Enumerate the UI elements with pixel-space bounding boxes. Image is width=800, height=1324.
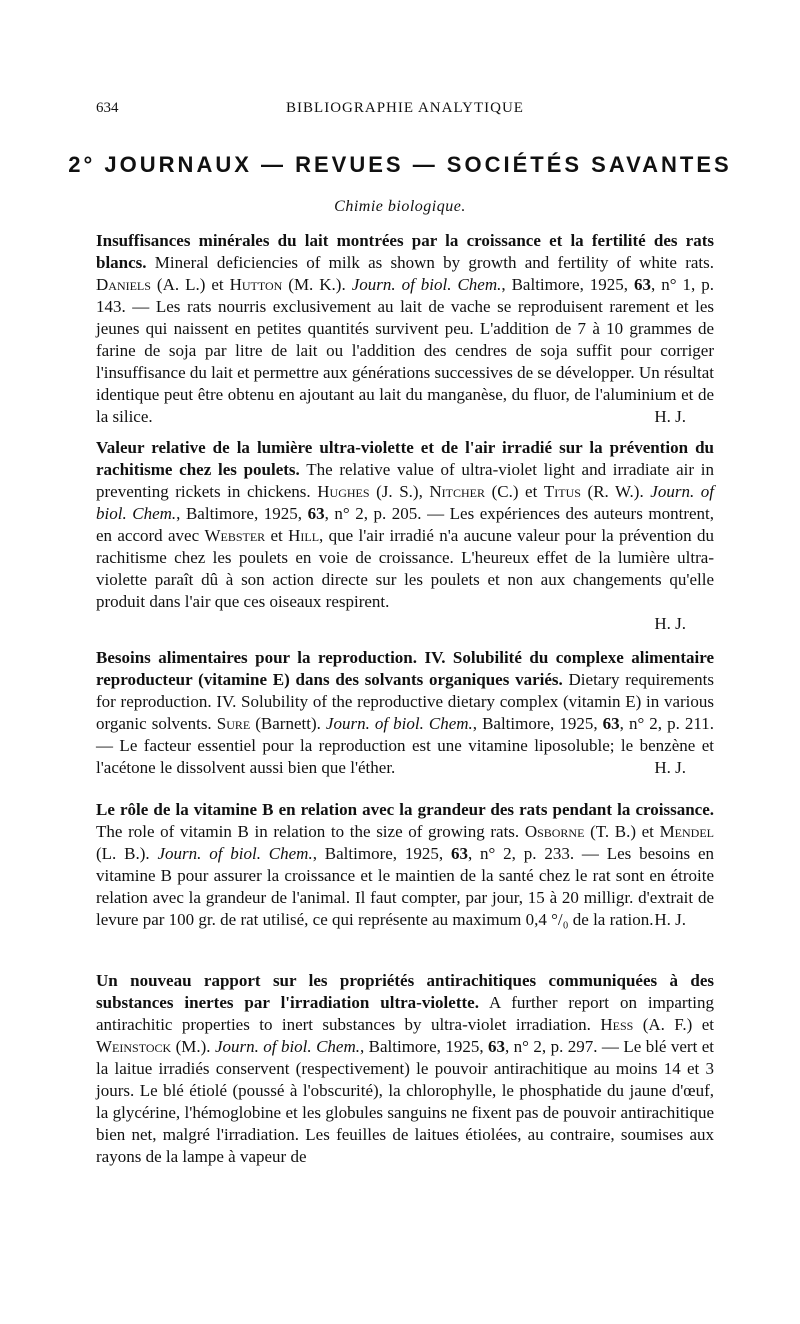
- entry-text: , n° 2, p. 211. — Le facteur essentiel pour la reproduction est une vitamine liposoluble; le benzène et l'acétone le dissolvent aussi bien que l'éther.: [96, 714, 714, 777]
- entry-text: (J. S.),: [369, 482, 430, 501]
- journal-name: Journ. of biol. Chem.: [96, 482, 714, 523]
- entry-text: A further report on imparting antirachitic properties to inert substances by ultra-violet irradiation.: [96, 993, 715, 1034]
- abstract-entry: [96, 437, 714, 635]
- page-number: 634: [96, 100, 119, 116]
- author-name: Titus: [543, 482, 581, 501]
- entry-title: Besoins alimentaires pour la reproduction. IV. Solubilité du complexe alimentaire reproducteur (vitamine E) dans des solvants organiques variés.: [96, 648, 714, 689]
- author-name: Weinstock: [96, 1037, 172, 1056]
- journal-name: Journ. of biol. Chem.: [325, 714, 473, 733]
- author-name: Hess: [600, 1015, 634, 1034]
- entry-text: , n° 2, p. 233. — Les besoins en vitamine B pour assurer la croissance et le maintien de la santé chez le rat sont en étroite relation avec la grandeur de l'animal. Il faut compter, par jour, 15 à 20 milligr. d'extrait de levure par 100 gr. de rat utilisé, ce qui représente au maximum 0,4 °/₀ de la ration.: [96, 844, 715, 929]
- entry-text: Mineral deficiencies of milk as shown by growth and fertility of white rats.: [146, 253, 714, 272]
- author-initials: H. J.: [654, 758, 686, 777]
- volume-number: 63: [488, 1037, 505, 1056]
- entry-text: (C.) et: [485, 482, 544, 501]
- author-name: Hutton: [229, 275, 283, 294]
- entry-text: , Baltimore, 1925,: [472, 714, 603, 733]
- entry-text: , Baltimore, 1925,: [312, 844, 451, 863]
- entry-text: (M. K.).: [282, 275, 352, 294]
- entry-text: , Baltimore, 1925,: [501, 275, 635, 294]
- volume-number: 63: [634, 275, 652, 294]
- author-name: Nitcher: [429, 482, 485, 501]
- author-initials: H. J.: [654, 910, 686, 929]
- entry-text: , que l'air irradié n'a aucune valeur pour la prévention du rachitisme chez les poulets en voie de croissance. L'heureux effet de la lumière ultra-violette paraît dû à son action directe sur les poulets et non aux changements qu'elle produit dans l'air que ces oiseaux respirent.: [96, 526, 714, 611]
- author-name: Hughes: [317, 482, 370, 501]
- journal-name: Journ. of biol. Chem.: [351, 275, 502, 294]
- volume-number: 63: [602, 714, 620, 733]
- entry-text: , Baltimore, 1925,: [176, 504, 308, 523]
- entry-text: (A. L.) et: [150, 275, 230, 294]
- entry-text: The role of vitamin B in relation to the size of growing rats.: [96, 822, 525, 841]
- section-subtitle: Chimie biologique.: [334, 198, 466, 215]
- entry-text: (L. B.).: [96, 844, 158, 863]
- entry-title: Le rôle de la vitamine B en relation avec la grandeur des rats pendant la croissance.: [96, 800, 714, 819]
- entry-text: , Baltimore, 1925,: [359, 1037, 488, 1056]
- author-name: Daniels: [96, 275, 151, 294]
- entry-text: Dietary requirements for reproduction. IV. Solubility of the reproductive dietary complex (vitamin E) in various organic solvents.: [96, 670, 715, 733]
- running-head: [96, 100, 714, 122]
- abstract-entry: [96, 647, 714, 779]
- entry-text: , n° 2, p. 205. — Les expériences des auteurs montrent, en accord avec: [96, 504, 715, 545]
- entry-text: , n° 2, p. 297. — Le blé vert et la laitue irradiés conservent (respectivement) le pouvoir antirachitique au moins 14 et 3 jours. Le blé étiolé (poussé à l'obscurité), la chlorophylle, le phosphatide du jaune d'œuf, la glycérine, l'hémoglobine et les globules sanguins ne fixent pas de pouvoir antirachitique bien net, malgré l'irradiation. Les feuilles de laitues étiolées, au contraire, soumises aux rayons de la lampe à vapeur de: [96, 1037, 714, 1166]
- journal-name: Journ. of biol. Chem.: [214, 1037, 360, 1056]
- entry-title: Insuffisances minérales du lait montrées par la croissance et la fertilité des rats blancs.: [96, 231, 714, 272]
- section-title: 2° JOURNAUX — REVUES — SOCIÉTÉS SAVANTES: [68, 152, 732, 177]
- author-name: Webster: [204, 526, 266, 545]
- author-name: Osborne: [524, 822, 585, 841]
- entry-title: Valeur relative de la lumière ultra-violette et de l'air irradié sur la prévention du rachitisme chez les poulets.: [96, 438, 714, 479]
- author-name: Sure: [216, 714, 251, 733]
- abstract-entry: [96, 970, 714, 1168]
- entry-text: , n° 1, p. 143. — Les rats nourris exclusivement au lait de vache se reproduisent rarement et les jeunes qui naissent en petites quantités survivent peu. L'addition de 7 à 10 grammes de farine de soja par litre de lait ou l'addition des cendres de soja suffit pour corriger l'insuffisance du lait et permettre aux générations successives de se développer. Un résultat identique peut être obtenu en ajoutant au lait du manganèse, du fluor, de l'aluminium et de la silice.: [96, 275, 714, 426]
- entry-text: (A. F.) et: [633, 1015, 714, 1034]
- entry-text: (T. B.) et: [584, 822, 660, 841]
- running-title: BIBLIOGRAPHIE ANALYTIQUE: [286, 100, 524, 116]
- entry-text: The relative value of ultra-violet light and irradiate air in preventing rickets in chickens.: [96, 460, 715, 501]
- entry-text: (M.).: [171, 1037, 215, 1056]
- entry-text: et: [265, 526, 289, 545]
- volume-number: 63: [450, 844, 468, 863]
- entry-text: (R. W.).: [580, 482, 651, 501]
- author-initials: H. J.: [654, 407, 686, 426]
- abstract-entry: [96, 799, 714, 931]
- entry-text: (Barnett).: [250, 714, 326, 733]
- author-name: Mendel: [659, 822, 715, 841]
- author-initials: H. J.: [654, 614, 686, 633]
- abstract-entry: [96, 230, 714, 428]
- journal-name: Journ. of biol. Chem.: [157, 844, 313, 863]
- author-name: Hill: [288, 526, 320, 545]
- entry-title: Un nouveau rapport sur les propriétés antirachitiques communiquées à des substances inertes par l'irradiation ultra-violette.: [96, 971, 714, 1012]
- volume-number: 63: [307, 504, 325, 523]
